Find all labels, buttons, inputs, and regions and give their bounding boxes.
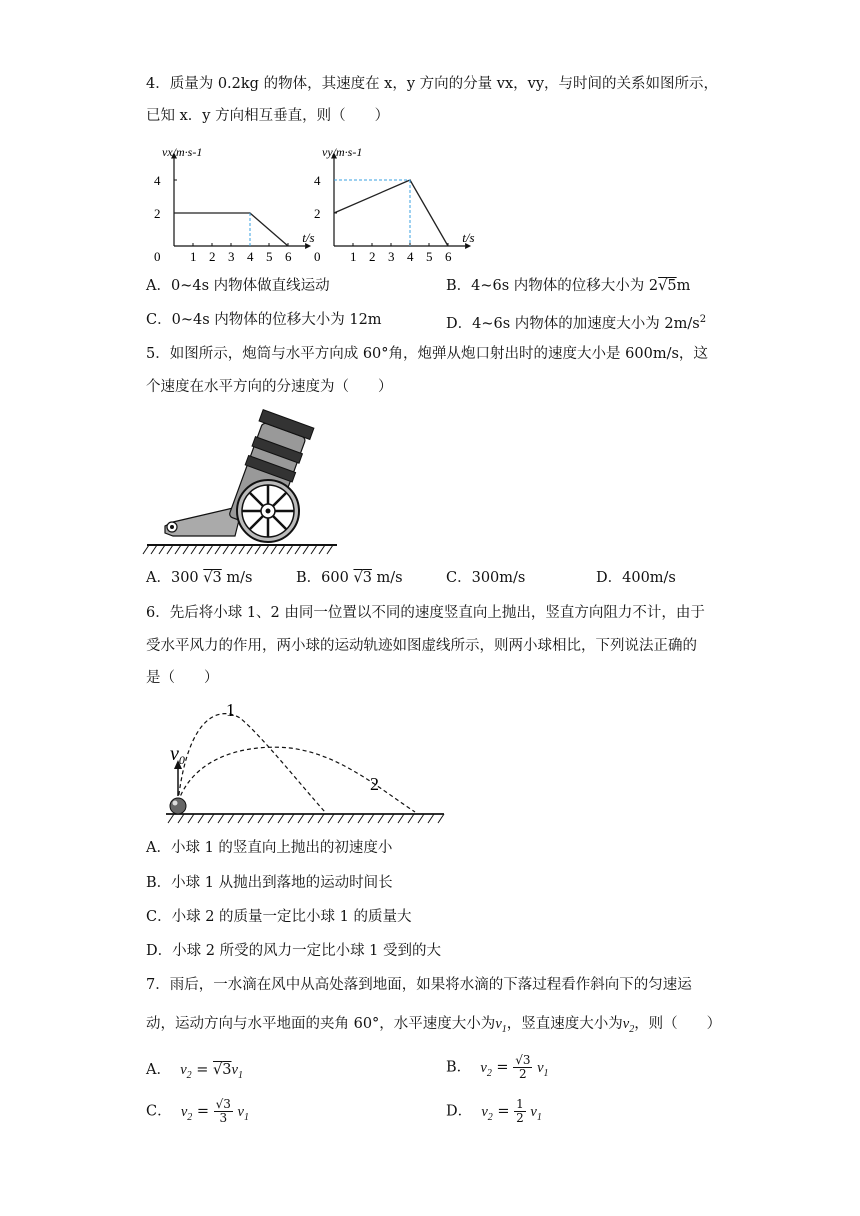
q5-option-c[interactable]: C．300m/s (446, 570, 526, 586)
q4-stem-line2: 已知 x．y 方向相互垂直，则（ ） (146, 108, 390, 124)
q4-chart-vx (140, 140, 315, 265)
trajectory-figure (140, 694, 450, 829)
x-tick-label: 4 (247, 249, 254, 264)
q4-option-b-unit: m (676, 278, 691, 294)
q5-option-b-unit: m/s (371, 570, 403, 586)
y-tick-label: 2 (154, 206, 161, 221)
q5-option-a-text: A．300 (146, 570, 199, 586)
series-line (174, 213, 288, 246)
q7-option-a[interactable]: A． $v_2 = √3v_1$ (146, 1062, 243, 1081)
q4-option-d-exp: 2 (699, 314, 707, 325)
q5-option-b-sqrt: √3 (353, 570, 372, 586)
x-axis-label: t/s (462, 230, 475, 245)
y-tick-label: 0 (314, 249, 321, 264)
q6-stem-line1: 6．先后将小球 1、2 由同一位置以不同的速度竖直向上抛出，竖直方向阻力不计，由于 (146, 605, 705, 621)
q5-option-d[interactable]: D．400m/s (596, 570, 676, 586)
q5-option-a-sqrt: √3 (203, 570, 222, 586)
y-tick-label: 4 (314, 173, 321, 188)
trajectory-1-label: 1 (226, 700, 235, 720)
q5-option-b-text: B．600 (296, 570, 349, 586)
x-axis-label: t/s (302, 230, 315, 245)
x-tick-label: 4 (407, 249, 414, 264)
q4-option-d[interactable] (446, 310, 706, 334)
x-tick-label: 1 (190, 249, 197, 264)
q5-stem-line2: 个速度在水平方向的分速度为（ ） (146, 379, 393, 395)
x-tick-label: 1 (350, 249, 357, 264)
q4-option-b-sqrt: √5 (658, 278, 677, 294)
y-tick-label: 0 (154, 249, 161, 264)
y-tick-label: 2 (314, 206, 321, 221)
q4-option-b-text: B．4~6s 内物体的位移大小为 2 (446, 278, 659, 294)
y-axis-label: vy/m·s-1 (322, 145, 363, 159)
q4-chart-vy (300, 140, 475, 265)
q6-stem-line2: 受水平风力的作用，两小球的运动轨迹如图虚线所示，则两小球相比，下列说法正确的 (146, 638, 697, 654)
cannon-figure (143, 408, 343, 558)
q4-stem-line1: 4．质量为 0.2kg 的物体，其速度在 x，y 方向的分量 vx，vy，与时间的关系如图所示， (146, 76, 719, 92)
x-tick-label: 2 (209, 249, 216, 264)
q7-stem-line1: 7．雨后，一水滴在风中从高处落到地面，如果将水滴的下落过程看作斜向下的匀速运 (146, 977, 692, 993)
x-tick-label: 3 (228, 249, 235, 264)
q6-option-b[interactable]: B．小球 1 从抛出到落地的运动时间长 (146, 875, 393, 891)
x-tick-label: 5 (426, 249, 433, 264)
x-tick-label: 5 (266, 249, 273, 264)
q5-option-b[interactable] (296, 568, 403, 588)
q7-option-b[interactable]: B． $v_2$ = $\frac{√3}{2}$ $v_1$ (446, 1053, 549, 1081)
q6-stem-line3: 是（ ） (146, 670, 219, 686)
q7-option-d[interactable]: D． $v_2$ = $\frac{1}{2}$ $v_1$ (446, 1097, 542, 1125)
q6-option-a[interactable]: A．小球 1 的竖直向上抛出的初速度小 (146, 840, 393, 856)
q4-option-b[interactable] (446, 276, 690, 296)
q7-stem-line2: 动，运动方向与水平地面的夹角 60°，水平速度大小为$v_1$，竖直速度大小为$v_2$，则（ ） (146, 1016, 722, 1035)
x-tick-label: 6 (285, 249, 292, 264)
x-tick-label: 3 (388, 249, 395, 264)
y-axis-label: vx/m·s-1 (162, 145, 203, 159)
q5-option-a[interactable] (146, 568, 252, 588)
q4-option-c[interactable]: C．0~4s 内物体的位移大小为 12m (146, 312, 382, 328)
x-tick-label: 2 (369, 249, 376, 264)
q4-option-d-text: D．4~6s 内物体的加速度大小为 2m/s (446, 315, 700, 332)
q5-stem-line1: 5．如图所示，炮筒与水平方向成 60°角，炮弹从炮口射出时的速度大小是 600m/s，这 (146, 346, 708, 362)
trajectory-2-label: 2 (370, 774, 379, 794)
x-tick-label: 6 (445, 249, 452, 264)
v0-label: $v_0$ (170, 743, 185, 767)
y-tick-label: 4 (154, 173, 161, 188)
q6-option-c[interactable]: C．小球 2 的质量一定比小球 1 的质量大 (146, 909, 412, 925)
q5-option-a-unit: m/s (221, 570, 253, 586)
q7-option-c[interactable]: C． $v_2$ = $\frac{√3}{3}$ $v_1$ (146, 1097, 249, 1125)
q4-option-a[interactable]: A．0~4s 内物体做直线运动 (146, 278, 330, 294)
q6-option-d[interactable]: D．小球 2 所受的风力一定比小球 1 受到的大 (146, 943, 442, 959)
series-line (334, 180, 448, 246)
